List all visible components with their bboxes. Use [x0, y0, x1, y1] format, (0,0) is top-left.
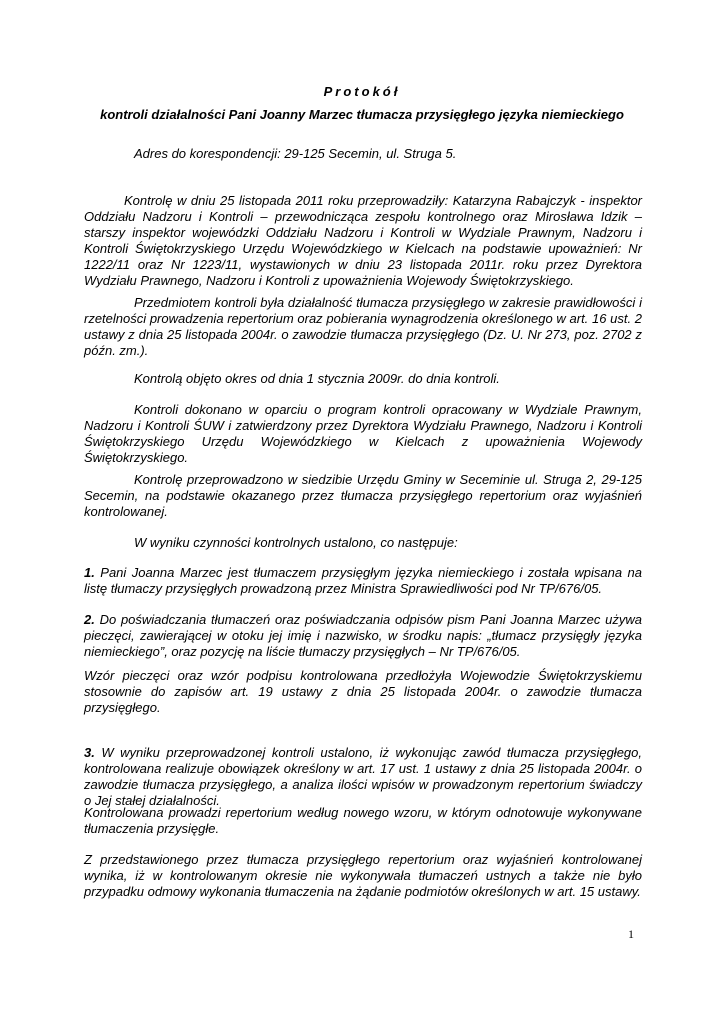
finding-1-text: Pani Joanna Marzec jest tłumaczem przysięgłym języka niemieckiego i została wpisana na listę tłumaczy przysięgłych prowadzoną przez Ministra Sprawiedliwości pod Nr TP/676/05. [84, 565, 642, 596]
finding-1 [84, 565, 642, 597]
paragraph-location: Kontrolę przeprowadzono w siedzibie Urzędu Gminy w Seceminie ul. Struga 2, 29-125 Secemin, na podstawie okazanego przez tłumacza przysięgłego repertorium oraz wyjaśnień kontrolowanej. [84, 472, 642, 519]
finding-3-number: 3. [84, 745, 95, 760]
finding-1-number: 1. [84, 565, 95, 580]
paragraph-period: Kontrolą objęto okres od dnia 1 stycznia 2009r. do dnia kontroli. [134, 371, 500, 386]
finding-3-text: W wyniku przeprowadzonej kontroli ustalono, iż wykonując zawód tłumacza przysięgłego, kontrolowana realizuje obowiązek określony w art. 17 ust. 1 ustawy z dnia 25 listopada 2004r. o zawodzie tłumacza przysięgłego, a analiza ilości wpisów w prowadzonym repertorium świadczy o Jej stałej działalności. [84, 745, 642, 808]
finding-2 [84, 612, 642, 660]
finding-2-text: Do poświadczania tłumaczeń oraz poświadczania odpisów pism Pani Joanna Marzec używa pieczęci, zawierającej w otoku jej imię i nazwisko, w środku napis: „tłumacz przysięgły języka niemieckiego”, oraz pozycję na liście tłumaczy przysięgłych – Nr TP/676/05. [84, 612, 642, 659]
paragraph-subject: Przedmiotem kontroli była działalność tłumacza przysięgłego w zakresie prawidłowości i rzetelności prowadzenia repertorium oraz pobierania wynagrodzenia określonego w art. 16 ust. 2 ustawy z dnia 25 listopada 2004r. o zawodzie tłumacza przysięgłego (Dz. U. Nr 273, poz. 2702 z późn. zm.). [84, 295, 642, 358]
finding-2-number: 2. [84, 612, 95, 627]
paragraph-findings-intro: W wyniku czynności kontrolnych ustalono, co następuje: [134, 535, 458, 550]
paragraph-program: Kontroli dokonano w oparciu o program kontroli opracowany w Wydziale Prawnym, Nadzoru i Kontroli ŚUW i zatwierdzony przez Dyrektora Wydziału Prawnego, Nadzoru i Kontroli Świętokrzyskiego Urzędu Wojewódzkiego w Kielcach z upoważnienia Wojewody Świętokrzyskiego. [84, 402, 642, 465]
paragraph-seal: Wzór pieczęci oraz wzór podpisu kontrolowana przedłożyła Wojewodzie Świętokrzyskiemu stosownie do zapisów art. 19 ustawy z dnia 25 listopada 2004r. o zawodzie tłumacza przysięgłego. [84, 668, 642, 715]
address-line: Adres do korespondencji: 29-125 Secemin, ul. Struga 5. [134, 146, 457, 161]
document-title: Protokół [323, 84, 401, 99]
finding-3 [84, 745, 642, 809]
document-subtitle: kontroli działalności Pani Joanny Marzec tłumacza przysięgłego języka niemieckiego [100, 107, 624, 122]
finding-3-continuation: Kontrolowana prowadzi repertorium według nowego wzoru, w którym odnotowuje wykonywane tłumaczenia przysięgłe. [84, 805, 642, 836]
paragraph-control-date: Kontrolę w dniu 25 listopada 2011 roku przeprowadziły: Katarzyna Rabajczyk - inspektor Oddziału Nadzoru i Kontroli – przewodnicząca zespołu kontrolnego oraz Mirosława Idzik – starszy inspektor wojewódzki Oddziału Nadzoru i Kontroli w Wydziale Prawnym, Nadzoru i Kontroli Świętokrzyskiego Urzędu Wojewódzkiego w Kielcach na podstawie upoważnień: Nr 1222/11 oraz Nr 1223/11, wystawionych w dniu 23 listopada 2011r. roku przez Dyrektora Wydziału Prawnego, Nadzoru i Kontroli z upoważnienia Wojewody Świętokrzyskiego. [84, 193, 642, 288]
paragraph-conclusion: Z przedstawionego przez tłumacza przysięgłego repertorium oraz wyjaśnień kontrolowanej wynika, iż w kontrolowanym okresie nie wykonywała tłumaczeń ustnych a także nie było przypadku odmowy wykonania tłumaczenia na żądanie podmiotów określonych w art. 15 ustawy. [84, 852, 642, 899]
page-number: 1 [628, 927, 634, 941]
